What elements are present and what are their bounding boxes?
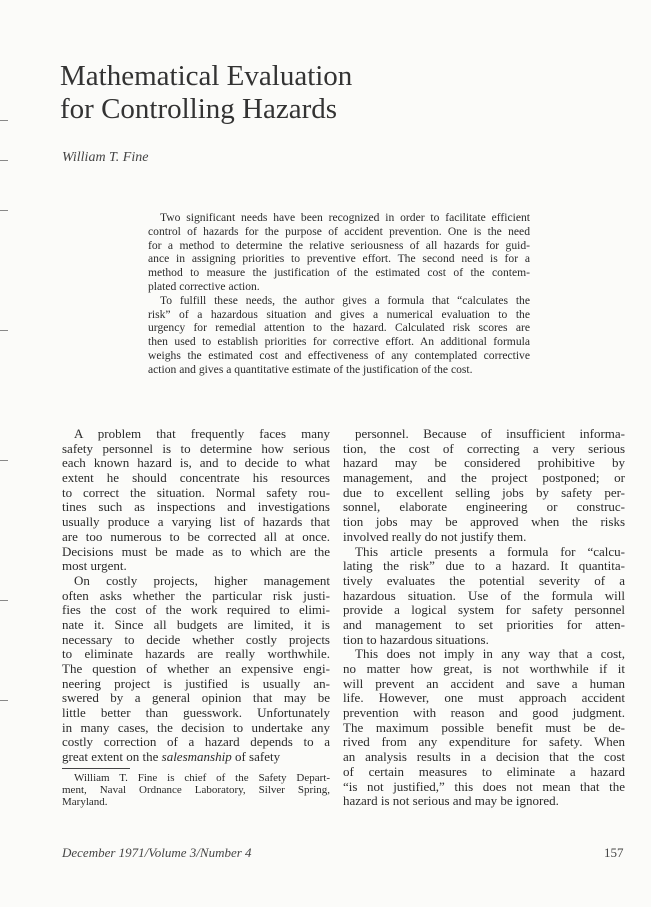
- author-name: William T. Fine: [62, 150, 149, 165]
- text-line: in many cases, the decision to undertake any: [62, 719, 330, 735]
- footnote-line: William T. Fine is chief of the Safety Depart-: [74, 771, 330, 784]
- text-line: lating the risk” due to a hazard. It quantita-: [343, 558, 625, 574]
- text-line: tion, the cost of correcting a very serious: [343, 440, 625, 456]
- text-line: ance in assigning priorities to preventive effort. The second need is for a: [148, 252, 530, 266]
- text-line: weighs the estimated cost and effectiveness of any contemplated corrective: [148, 348, 530, 362]
- text-line: safety personnel is to determine how serious: [62, 440, 330, 456]
- text-line: life. However, one must approach accident: [343, 690, 625, 706]
- text-line: fies the cost of the work required to elimi-: [62, 602, 330, 618]
- right-column: [343, 427, 625, 809]
- scan-edge-mark: [0, 600, 8, 601]
- footnote-line: Maryland.: [62, 796, 108, 809]
- text-line: no matter how great, is not worthwhile if it: [343, 661, 625, 676]
- text-line: costly correction of a hazard depends to a: [62, 734, 330, 750]
- text-line: and management to set priorities for atten-: [343, 616, 625, 632]
- text-line: often asks whether the particular risk justi-: [62, 587, 330, 603]
- text-line: To fulfill these needs, the author gives a formula that “calculates the: [160, 293, 530, 307]
- text-line: of certain measures to eliminate a hazard: [343, 763, 625, 779]
- text-line: “is not justified,” this does not mean that the: [343, 778, 625, 794]
- text-line: provide a logical system for safety personnel: [343, 602, 625, 618]
- scan-edge-mark: [0, 700, 8, 701]
- text-line: are too numerous to be corrected all at once.: [62, 528, 330, 544]
- footnote-rule: [62, 768, 130, 769]
- text-line: urgency for remedial attention to the hazard. Calculated risk scores are: [148, 321, 530, 335]
- text-line: hazard may be considered prohibitive by: [343, 455, 625, 471]
- author-footnote: [62, 772, 330, 809]
- text-line: then used to establish priorities for corrective effort. An additional formula: [148, 335, 530, 349]
- text-line: Decisions must be made as to which are the: [62, 543, 330, 559]
- scan-edge-mark: [0, 330, 8, 331]
- text-line: neering project is justified is usually an-: [62, 675, 330, 691]
- text-line: extent he should concentrate his resources: [62, 470, 330, 486]
- text-line: method to measure the justification of the estimated cost of the contem-: [148, 266, 530, 280]
- text-line: each known hazard is, and to decide to what: [62, 455, 330, 471]
- article-title: [60, 60, 352, 126]
- text-line: risk” of a hazardous situation and gives a numerical evaluation to the: [148, 307, 530, 321]
- text-line: to correct the situation. Normal safety rou-: [62, 484, 330, 500]
- text-line: little better than guesswork. Unfortunately: [62, 705, 330, 721]
- text-line: control of hazards for the purpose of accident prevention. One is the need: [148, 224, 530, 238]
- text-line: swered by a general opinion that may be: [62, 690, 330, 706]
- text-line: an analysis results in a decision that the cost: [343, 749, 625, 765]
- text-line: action and gives a quantitative estimate of the justification of the cost.: [148, 362, 473, 376]
- text-line: A problem that frequently faces many: [74, 426, 330, 441]
- text-line: for a method to determine the relative seriousness of all hazards for guid-: [148, 238, 530, 252]
- title-line: for Controlling Hazards: [60, 93, 338, 125]
- text-line: tion jobs may be approved when the risks: [343, 514, 625, 530]
- text-line: involved really do not justify them.: [343, 528, 527, 544]
- text-line: plated corrective action.: [148, 279, 260, 293]
- page-number: 157: [604, 845, 624, 860]
- footnote-line: ment, Naval Ordnance Laboratory, Silver Spring,: [62, 784, 330, 796]
- text-line: sonnel, elaborate engineering or construc-: [343, 499, 625, 515]
- scan-edge-mark: [0, 460, 8, 461]
- text-line: great extent on the salesmanship of safety: [62, 749, 281, 765]
- text-line: tively evaluates the potential severity of a: [343, 572, 625, 588]
- text-line: personnel. Because of insufficient informa-: [355, 426, 625, 441]
- text-line: hazard is not serious and may be ignored.: [343, 793, 559, 809]
- text-line: The maximum possible benefit must be de-: [343, 719, 625, 735]
- text-line: On costly projects, higher management: [74, 572, 330, 588]
- text-line: most urgent.: [62, 558, 127, 574]
- text-line: The question of whether an expensive engi-: [62, 661, 330, 676]
- journal-issue: December 1971/Volume 3/Number 4: [62, 845, 252, 860]
- text-line: hazardous situation. Use of the formula will: [343, 587, 625, 603]
- text-line: rived from any expenditure for safety. When: [343, 734, 625, 750]
- text-line: Two significant needs have been recognized in order to facilitate efficient: [160, 211, 530, 224]
- text-line: usually produce a varying list of hazards that: [62, 514, 330, 530]
- text-line: to eliminate hazards are really worthwhile.: [62, 646, 330, 662]
- text-line: nate it. Since all budgets are limited, it is: [62, 616, 330, 632]
- text-line: will prevent an accident and save a human: [343, 675, 625, 691]
- text-line: management, and the project postponed; or: [343, 470, 625, 486]
- text-line: due to excellent selling jobs by safety per-: [343, 484, 625, 500]
- scan-edge-mark: [0, 120, 8, 121]
- left-column: [62, 427, 330, 808]
- title-line: Mathematical Evaluation: [60, 60, 353, 92]
- abstract: [148, 211, 530, 377]
- text-line: This article presents a formula for “calcu-: [355, 543, 625, 559]
- scan-edge-mark: [0, 160, 8, 161]
- text-line: tines such as inspections and investigations: [62, 499, 330, 515]
- text-line: necessary to decide whether costly projects: [62, 631, 330, 647]
- text-line: This does not imply in any way that a cost,: [355, 646, 625, 662]
- text-line: tion to hazardous situations.: [343, 631, 489, 647]
- scan-edge-mark: [0, 210, 8, 211]
- text-line: prevention with reason and good judgment.: [343, 705, 625, 721]
